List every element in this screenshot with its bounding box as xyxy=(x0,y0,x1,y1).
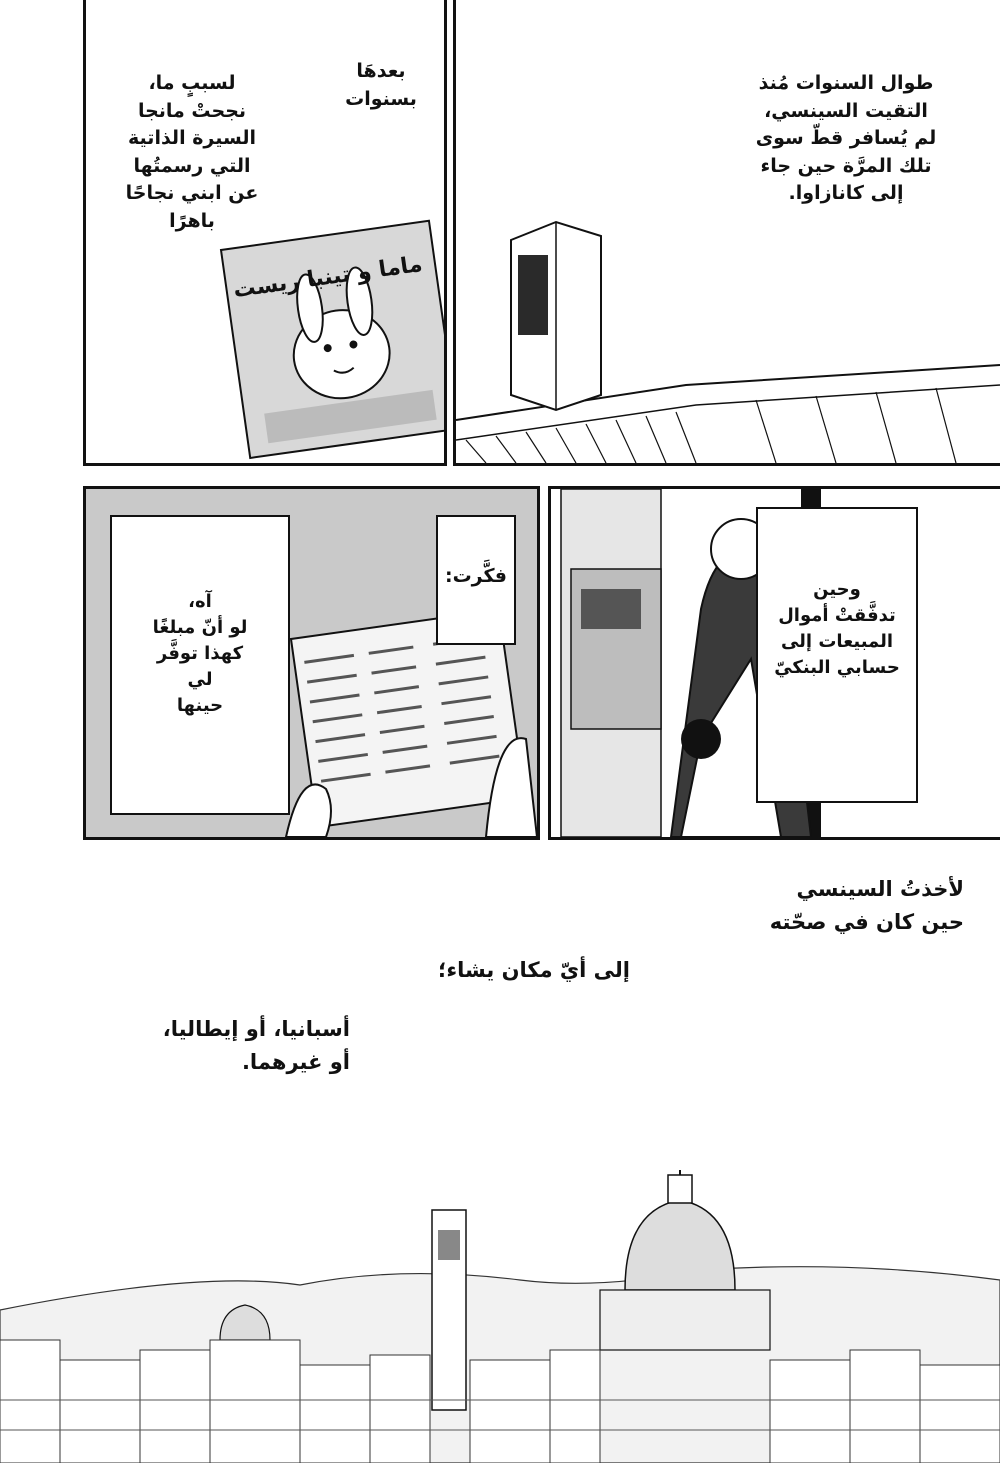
panel-mid-left xyxy=(83,486,540,840)
panel-top-left xyxy=(83,0,447,466)
narration-countries: أسبانيا، أو إيطاليا، أو غيرهما. xyxy=(162,1017,350,1074)
caption-manga-success: لسببٍ ما، نجحتْ مانجا السيرة الذاتية التي رسمتُها عن ابني نجاحًا باهرًا xyxy=(125,72,259,232)
panel-top-right xyxy=(453,0,1000,466)
narration-take-sensei: لأخذتُ السينسي حين كان في صحّته xyxy=(769,877,964,934)
bubble-sales: وحين تدفَّقتْ أموال المبيعات إلى حسابي البنكيّ xyxy=(774,579,900,679)
bubble-money: آه، لو أنّ مبلغًا كهذا توفَّر لي حينها xyxy=(152,591,248,717)
caption-after-years: بعدهَا بسنوات xyxy=(345,60,417,110)
caption-travel: طوال السنوات مُنذ التقيت السينسي، لم يُسافر قطّ سوى تلك المرَّة حين جاء إلى كانازاوا. xyxy=(755,72,937,205)
panel-mid-right xyxy=(548,486,1000,840)
florence-cathedral-skyline-icon xyxy=(0,1170,1000,1463)
narration-anywhere: إلى أيّ مكان يشاء؛ xyxy=(437,958,630,982)
book-title: ماما و تينبا ريست xyxy=(231,251,424,304)
bubble-thought: فكَّرت: xyxy=(444,565,507,587)
